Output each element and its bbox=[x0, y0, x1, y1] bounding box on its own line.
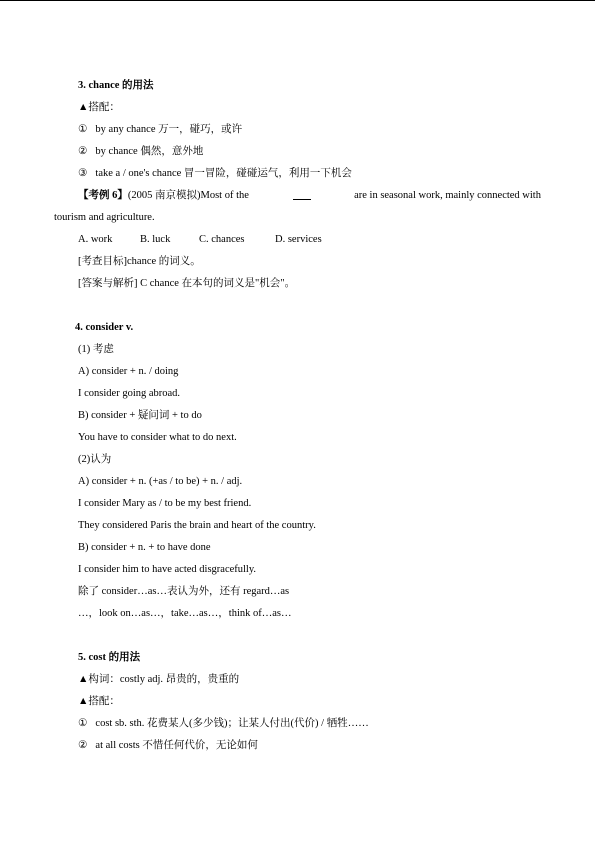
item-number: ③ bbox=[78, 168, 88, 179]
example-sentence: I consider going abroad. bbox=[78, 388, 181, 399]
collocation-label: ▲搭配： bbox=[78, 102, 120, 113]
item-text: by chance 偶然，意外地 bbox=[95, 146, 204, 157]
header-rule bbox=[0, 0, 595, 1]
option-d: D. services bbox=[275, 234, 322, 245]
item-number: ① bbox=[78, 124, 88, 135]
item-text: at all costs 不惜任何代价，无论如何 bbox=[95, 740, 258, 751]
section-title-cost: 5. cost 的用法 bbox=[78, 652, 141, 663]
example-question bbox=[78, 189, 541, 203]
option-c: C. chances bbox=[199, 234, 245, 245]
example-sentence: You have to consider what to do next. bbox=[78, 432, 237, 443]
example-sentence: I consider him to have acted disgracefully. bbox=[78, 564, 257, 575]
example-text-after: are in seasonal work, mainly connected with bbox=[354, 190, 541, 201]
list-item bbox=[78, 717, 369, 731]
item-text: by any chance 万一，碰巧，或许 bbox=[95, 124, 243, 135]
pattern: B) consider + n. + to have done bbox=[78, 542, 211, 553]
list-item bbox=[78, 739, 258, 753]
item-number: ① bbox=[78, 718, 88, 729]
example-tag: 【考例 6】 bbox=[78, 190, 128, 201]
option-b: B. luck bbox=[140, 234, 171, 245]
pattern: A) consider + n. / doing bbox=[78, 366, 179, 377]
item-number: ② bbox=[78, 740, 88, 751]
exam-target: [考查目标]chance 的词义。 bbox=[78, 256, 201, 267]
example-sentence: They considered Paris the brain and heart of the country. bbox=[78, 520, 316, 531]
pattern: B) consider + 疑问词 + to do bbox=[78, 410, 202, 421]
fill-blank bbox=[293, 189, 311, 200]
example-text-before: (2005 南京模拟)Most of the bbox=[127, 190, 249, 201]
note: 除了 consider…as…表认为外，还有 regard…as bbox=[78, 586, 290, 597]
example-text-line2: tourism and agriculture. bbox=[54, 212, 155, 223]
word-formation: ▲构词：costly adj. 昂贵的，贵重的 bbox=[78, 674, 240, 685]
note: …，look on…as…，take…as…，think of…as… bbox=[78, 608, 292, 619]
subheading: (2)认为 bbox=[78, 454, 112, 465]
item-number: ② bbox=[78, 146, 88, 157]
list-item bbox=[78, 145, 203, 159]
pattern: A) consider + n. (+as / to be) + n. / adj. bbox=[78, 476, 243, 487]
option-a: A. work bbox=[78, 234, 113, 245]
answer-options bbox=[78, 233, 322, 247]
subheading: (1) 考虑 bbox=[78, 344, 114, 355]
list-item bbox=[78, 123, 242, 137]
item-text: take a / one's chance 冒一冒险，碰碰运气，利用一下机会 bbox=[95, 168, 352, 179]
section-title-consider: 4. consider v. bbox=[75, 322, 134, 333]
collocation-label: ▲搭配： bbox=[78, 696, 120, 707]
section-title-chance: 3. chance 的用法 bbox=[78, 80, 154, 91]
item-text: cost sb. sth. 花费某人(多少钱)；让某人付出(代价) / 牺牲…… bbox=[95, 718, 369, 729]
answer-analysis: [答案与解析] C chance 在本句的词义是"机会"。 bbox=[78, 278, 296, 289]
example-sentence: I consider Mary as / to be my best friend. bbox=[78, 498, 252, 509]
list-item bbox=[78, 167, 352, 181]
